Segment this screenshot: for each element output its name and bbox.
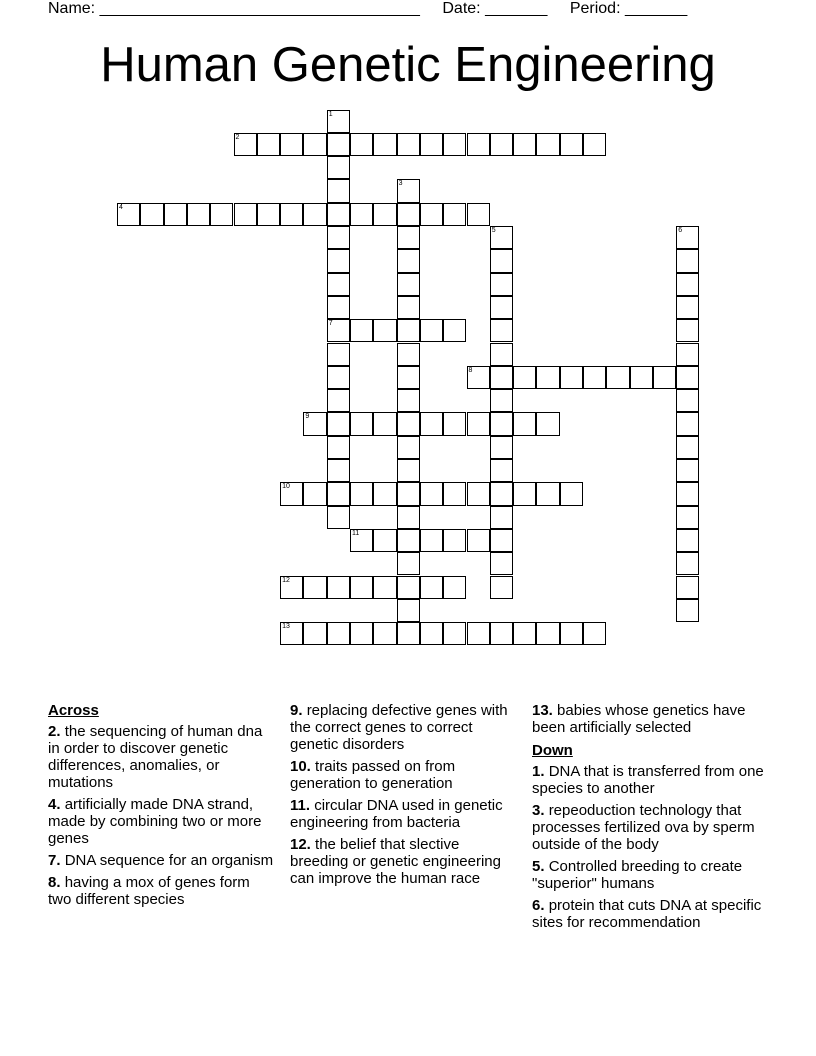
grid-cell[interactable] xyxy=(676,366,699,389)
cell-number: 7 xyxy=(328,320,333,328)
grid-cell[interactable] xyxy=(420,412,443,435)
grid-cell[interactable] xyxy=(373,203,396,226)
grid-cell[interactable] xyxy=(303,133,326,156)
grid-cell[interactable] xyxy=(513,622,536,645)
clue-across-7: 7. DNA sequence for an organism xyxy=(48,852,274,869)
grid-cell[interactable] xyxy=(164,203,187,226)
grid-cell[interactable] xyxy=(560,622,583,645)
grid-cell[interactable] xyxy=(490,133,513,156)
grid-cell[interactable] xyxy=(280,622,303,645)
grid-cell[interactable] xyxy=(397,482,420,505)
grid-cell[interactable] xyxy=(490,366,513,389)
grid-cell[interactable] xyxy=(420,482,443,505)
period-field[interactable]: Period: _______ xyxy=(569,0,688,17)
grid-cell[interactable] xyxy=(676,273,699,296)
grid-cell[interactable] xyxy=(467,529,490,552)
grid-cell[interactable] xyxy=(257,203,280,226)
grid-cell[interactable] xyxy=(420,576,443,599)
grid-cell[interactable] xyxy=(536,366,559,389)
grid-cell[interactable] xyxy=(327,482,350,505)
clue-across-2: 2. the sequencing of human dna in order to discover genetic differences, anomalies, or mutations xyxy=(48,723,263,791)
clue-down-5: 5. Controlled breeding to create "superior" humans xyxy=(532,858,743,892)
grid-cell[interactable] xyxy=(467,366,490,389)
grid-cell[interactable] xyxy=(560,366,583,389)
grid-cell[interactable] xyxy=(653,366,676,389)
grid-cell[interactable] xyxy=(443,529,466,552)
across-heading: Across xyxy=(48,702,99,719)
grid-cell[interactable] xyxy=(676,529,699,552)
grid-cell[interactable] xyxy=(397,296,420,319)
grid-cell[interactable] xyxy=(397,179,420,202)
cell-number: 5 xyxy=(491,227,496,234)
grid-cell[interactable] xyxy=(443,576,466,599)
grid-cell[interactable] xyxy=(373,319,396,342)
grid-cell[interactable] xyxy=(397,249,420,272)
grid-cell[interactable] xyxy=(327,296,350,319)
grid-cell[interactable] xyxy=(606,366,629,389)
grid-cell[interactable] xyxy=(210,203,233,226)
grid-cell[interactable] xyxy=(327,412,350,435)
grid-cell[interactable] xyxy=(536,412,559,435)
grid-cell[interactable] xyxy=(234,203,257,226)
grid-cell[interactable] xyxy=(583,622,606,645)
grid-cell[interactable] xyxy=(397,552,420,575)
grid-cell[interactable] xyxy=(373,622,396,645)
grid-cell[interactable] xyxy=(467,133,490,156)
grid-cell[interactable] xyxy=(350,203,373,226)
grid-cell[interactable] xyxy=(513,366,536,389)
grid-cell[interactable] xyxy=(420,319,443,342)
grid-cell[interactable] xyxy=(676,343,699,366)
grid-cell[interactable] xyxy=(327,459,350,482)
cell-number: 10 xyxy=(282,483,290,491)
grid-cell[interactable] xyxy=(490,529,513,552)
grid-cell[interactable] xyxy=(490,343,513,366)
grid-cell[interactable] xyxy=(303,622,326,645)
grid-cell[interactable] xyxy=(676,482,699,505)
grid-cell[interactable] xyxy=(327,506,350,529)
grid-cell[interactable] xyxy=(420,529,443,552)
grid-cell[interactable] xyxy=(490,319,513,342)
grid-cell[interactable] xyxy=(490,436,513,459)
grid-cell[interactable] xyxy=(373,133,396,156)
clue-across-11: 11. circular DNA used in genetic engineering from bacteria xyxy=(290,797,503,831)
grid-cell[interactable] xyxy=(676,296,699,319)
grid-cell[interactable] xyxy=(467,203,490,226)
grid-cell[interactable] xyxy=(490,273,513,296)
grid-cell[interactable] xyxy=(583,133,606,156)
grid-cell[interactable] xyxy=(676,319,699,342)
grid-cell[interactable] xyxy=(397,273,420,296)
grid-cell[interactable] xyxy=(467,622,490,645)
grid-cell[interactable] xyxy=(513,133,536,156)
grid-cell[interactable] xyxy=(536,482,559,505)
grid-cell[interactable] xyxy=(373,576,396,599)
grid-cell[interactable] xyxy=(350,319,373,342)
grid-cell[interactable] xyxy=(350,622,373,645)
cell-number: 9 xyxy=(305,413,310,421)
grid-cell[interactable] xyxy=(280,576,303,599)
name-field[interactable]: Name: ____________________________________ xyxy=(48,0,420,17)
clue-across-12: 12. the belief that slective breeding or genetic engineering can improve the human race xyxy=(290,836,501,887)
grid-cell[interactable] xyxy=(676,599,699,622)
grid-cell[interactable] xyxy=(350,412,373,435)
grid-cell[interactable] xyxy=(327,622,350,645)
grid-cell[interactable] xyxy=(373,412,396,435)
grid-cell[interactable] xyxy=(630,366,653,389)
grid-cell[interactable] xyxy=(513,482,536,505)
grid-cell[interactable] xyxy=(397,576,420,599)
grid-cell[interactable] xyxy=(536,622,559,645)
grid-cell[interactable] xyxy=(676,249,699,272)
grid-cell[interactable] xyxy=(676,436,699,459)
grid-cell[interactable] xyxy=(397,389,420,412)
grid-cell[interactable] xyxy=(327,179,350,202)
grid-cell[interactable] xyxy=(327,273,350,296)
cell-number: 12 xyxy=(282,576,290,584)
clue-across-9: 9. replacing defective genes with the correct genes to correct genetic disorders xyxy=(290,702,508,753)
grid-cell[interactable] xyxy=(676,552,699,575)
grid-cell[interactable] xyxy=(327,133,350,156)
grid-cell[interactable] xyxy=(397,203,420,226)
grid-cell[interactable] xyxy=(280,482,303,505)
grid-cell[interactable] xyxy=(373,482,396,505)
grid-cell[interactable] xyxy=(443,133,466,156)
grid-cell[interactable] xyxy=(676,459,699,482)
page-title: Human Genetic Engineering xyxy=(100,38,716,92)
grid-cell[interactable] xyxy=(420,133,443,156)
grid-cell[interactable] xyxy=(303,412,326,435)
grid-cell[interactable] xyxy=(490,482,513,505)
grid-cell[interactable] xyxy=(560,133,583,156)
grid-cell[interactable] xyxy=(234,133,257,156)
grid-cell[interactable] xyxy=(676,506,699,529)
grid-cell[interactable] xyxy=(327,203,350,226)
grid-cell[interactable] xyxy=(327,366,350,389)
clue-across-10: 10. traits passed on from generation to generation xyxy=(290,758,456,792)
grid-cell[interactable] xyxy=(676,576,699,599)
date-field[interactable]: Date: _______ xyxy=(442,0,548,17)
grid-cell[interactable] xyxy=(140,203,163,226)
clues-column-2 xyxy=(290,702,518,892)
grid-cell[interactable] xyxy=(327,249,350,272)
grid-cell[interactable] xyxy=(536,133,559,156)
grid-cell[interactable] xyxy=(350,133,373,156)
clue-across-13: 13. babies whose genetics have been artificially selected xyxy=(532,702,746,736)
clue-down-6: 6. protein that cuts DNA at specific sites for recommendation xyxy=(532,897,762,931)
grid-cell[interactable] xyxy=(397,226,420,249)
down-heading: Down xyxy=(532,742,573,759)
grid-cell[interactable] xyxy=(490,412,513,435)
cell-number: 6 xyxy=(678,227,683,234)
grid-cell[interactable] xyxy=(513,412,536,435)
grid-cell[interactable] xyxy=(117,203,140,226)
grid-cell[interactable] xyxy=(327,226,350,249)
grid-cell[interactable] xyxy=(443,482,466,505)
grid-cell[interactable] xyxy=(397,529,420,552)
grid-cell[interactable] xyxy=(490,249,513,272)
grid-cell[interactable] xyxy=(490,506,513,529)
clues-column-3 xyxy=(532,702,768,936)
grid-cell[interactable] xyxy=(397,459,420,482)
grid-cell[interactable] xyxy=(327,110,350,133)
grid-cell[interactable] xyxy=(490,622,513,645)
grid-cell[interactable] xyxy=(397,599,420,622)
grid-cell[interactable] xyxy=(583,366,606,389)
cell-number: 11 xyxy=(352,529,360,537)
clue-across-4: 4. artificially made DNA strand, made by combining two or more genes xyxy=(48,796,262,847)
grid-cell[interactable] xyxy=(397,436,420,459)
clues-column-1 xyxy=(48,702,276,913)
grid-cell[interactable] xyxy=(560,482,583,505)
grid-cell[interactable] xyxy=(327,436,350,459)
grid-cell[interactable] xyxy=(303,203,326,226)
grid-cell[interactable] xyxy=(187,203,210,226)
grid-cell[interactable] xyxy=(327,156,350,179)
grid-cell[interactable] xyxy=(397,343,420,366)
clue-across-8: 8. having a mox of genes form two different species xyxy=(48,874,250,908)
grid-cell[interactable] xyxy=(443,412,466,435)
clue-down-3: 3. repeoduction technology that processes fertilized ova by sperm outside of the body xyxy=(532,802,755,853)
grid-cell[interactable] xyxy=(467,412,490,435)
grid-cell[interactable] xyxy=(490,296,513,319)
grid-cell[interactable] xyxy=(443,203,466,226)
grid-cell[interactable] xyxy=(397,319,420,342)
cell-number: 1 xyxy=(328,110,333,118)
grid-cell[interactable] xyxy=(397,412,420,435)
grid-cell[interactable] xyxy=(676,412,699,435)
cell-number: 2 xyxy=(235,133,240,141)
grid-cell[interactable] xyxy=(397,622,420,645)
grid-cell[interactable] xyxy=(443,319,466,342)
grid-cell[interactable] xyxy=(676,389,699,412)
grid-cell[interactable] xyxy=(327,343,350,366)
cell-number: 3 xyxy=(398,180,403,188)
grid-cell[interactable] xyxy=(420,203,443,226)
grid-cell[interactable] xyxy=(676,226,699,249)
grid-cell[interactable] xyxy=(280,203,303,226)
grid-cell[interactable] xyxy=(490,552,513,575)
grid-cell[interactable] xyxy=(397,506,420,529)
grid-cell[interactable] xyxy=(327,389,350,412)
grid-cell[interactable] xyxy=(350,529,373,552)
grid-cell[interactable] xyxy=(490,389,513,412)
cell-number: 4 xyxy=(119,203,123,211)
grid-cell[interactable] xyxy=(373,529,396,552)
grid-cell[interactable] xyxy=(327,576,350,599)
grid-cell[interactable] xyxy=(350,482,373,505)
cell-number: 8 xyxy=(468,366,473,374)
grid-cell[interactable] xyxy=(467,482,490,505)
grid-cell[interactable] xyxy=(303,576,326,599)
grid-cell[interactable] xyxy=(490,459,513,482)
grid-cell[interactable] xyxy=(327,319,350,342)
grid-cell[interactable] xyxy=(257,133,280,156)
grid-cell[interactable] xyxy=(397,133,420,156)
grid-cell[interactable] xyxy=(490,576,513,599)
clue-down-1: 1. DNA that is transferred from one species to another xyxy=(532,763,764,797)
grid-cell[interactable] xyxy=(303,482,326,505)
grid-cell[interactable] xyxy=(280,133,303,156)
grid-cell[interactable] xyxy=(420,622,443,645)
grid-cell[interactable] xyxy=(490,226,513,249)
grid-cell[interactable] xyxy=(350,576,373,599)
cell-number: 13 xyxy=(282,623,290,631)
grid-cell[interactable] xyxy=(397,366,420,389)
grid-cell[interactable] xyxy=(443,622,466,645)
